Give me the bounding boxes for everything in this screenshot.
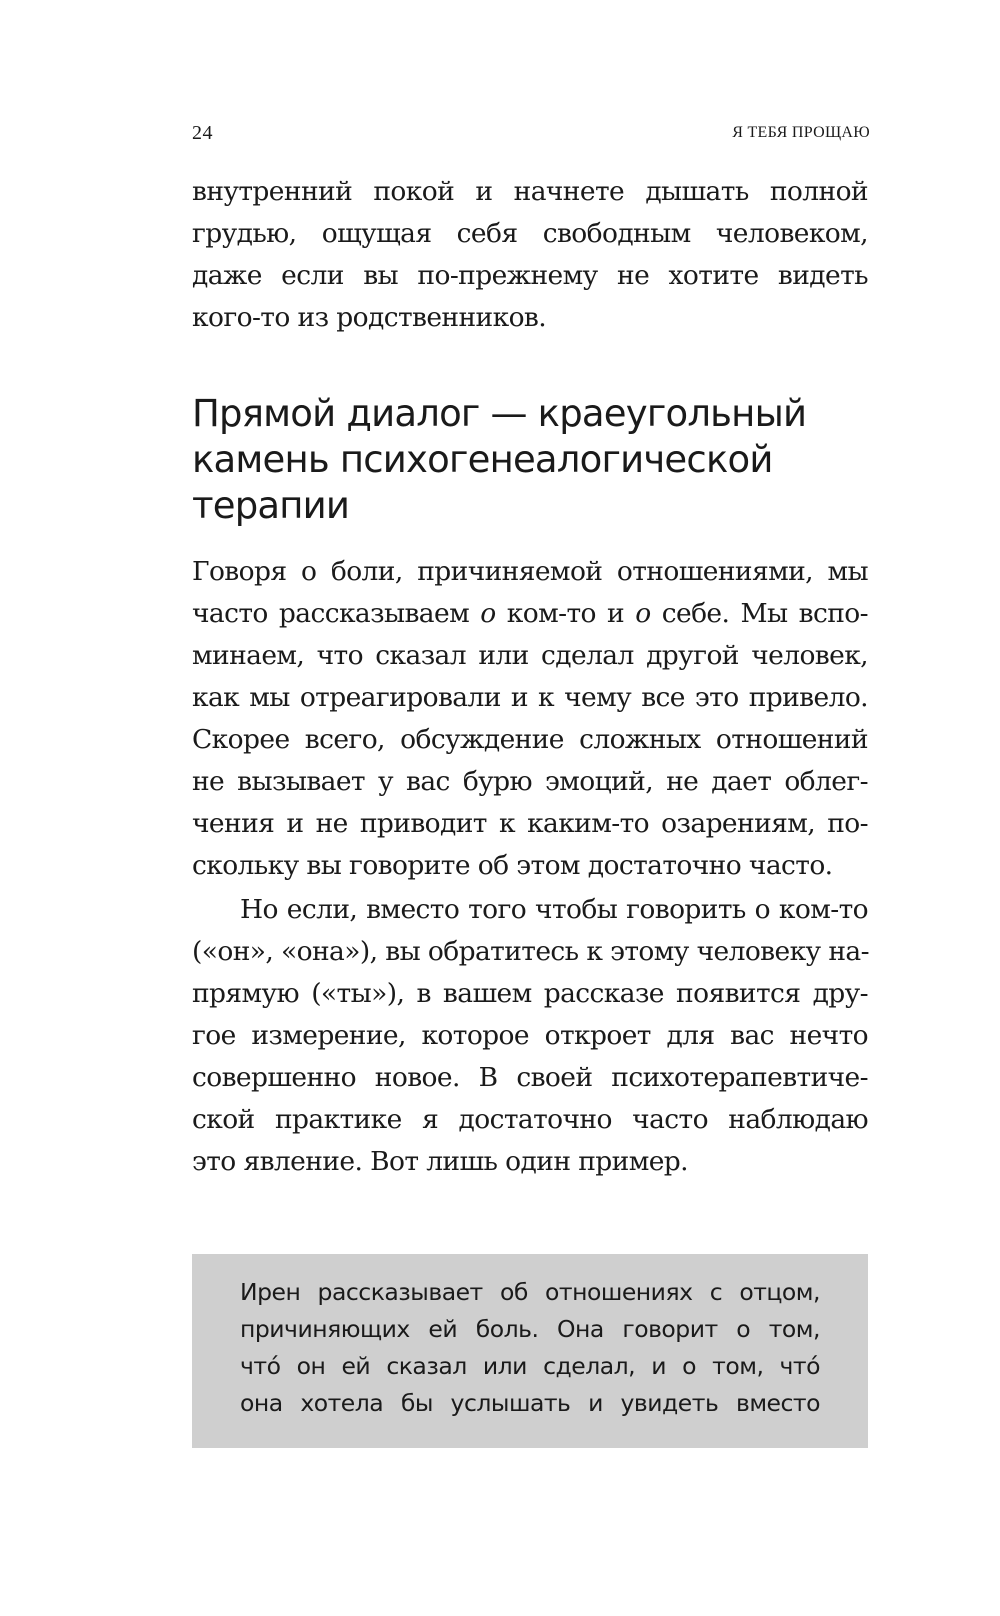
text-line: не вызывает у вас бурю эмоций, не дает облег- [192,766,868,797]
text-span: часто рассказываем [192,598,481,629]
text-line: Скорее всего, обсуждение сложных отношений [192,724,868,755]
section-heading-line: камень психогенеалогической [192,438,773,481]
text-line: совершенно новое. В своей психотерапевтиче- [192,1062,868,1093]
text-line: даже если вы по-прежнему не хотите видеть [192,260,868,291]
text-line: прямую («ты»), в вашем рассказе появится дру- [192,978,868,1009]
text-line: грудью, ощущая себя свободным человеком, [192,218,868,249]
text-line: («он», «она»), вы обратитесь к этому человеку на- [192,936,869,967]
text-span: ком-то и [495,598,636,629]
text-line: это явление. Вот лишь один пример. [192,1146,688,1177]
text-span: себе. Мы вспо- [650,598,868,629]
example-box [192,1254,868,1448]
text-line: Но если, вместо того чтобы говорить о ком-то [240,894,868,925]
example-box-line: она хотела бы услышать и увидеть вместо [240,1389,820,1417]
italic-word: о [480,598,496,629]
text-line: Говоря о боли, причиняемой отношениями, мы [192,556,868,587]
text-line: кого-то из родственников. [192,302,547,333]
section-heading-line: Прямой диалог — краеугольный [192,392,807,435]
text-line: гое измерение, которое откроет для вас нечто [192,1020,868,1051]
text-line: минаем, что сказал или сделал другой человек, [192,640,868,671]
text-line: чения и не приводит к каким-то озарениям, по- [192,808,868,839]
page-number: 24 [192,122,213,144]
section-heading-line: терапии [192,484,350,527]
italic-word: о [635,598,651,629]
text-line: скольку вы говорите об этом достаточно часто. [192,850,833,881]
text-line [192,598,868,629]
running-head: Я ТЕБЯ ПРОЩАЮ [732,124,870,141]
example-box-line: чтó он ей сказал или сделал, и о том, чтó [240,1352,820,1380]
text-line: внутренний покой и начнете дышать полной [192,176,868,207]
text-line: как мы отреагировали и к чему все это привело. [192,682,868,713]
text-line: ской практике я достаточно часто наблюдаю [192,1104,868,1135]
example-box-line: Ирен рассказывает об отношениях с отцом, [240,1278,820,1306]
example-box-line: причиняющих ей боль. Она говорит о том, [240,1315,820,1343]
